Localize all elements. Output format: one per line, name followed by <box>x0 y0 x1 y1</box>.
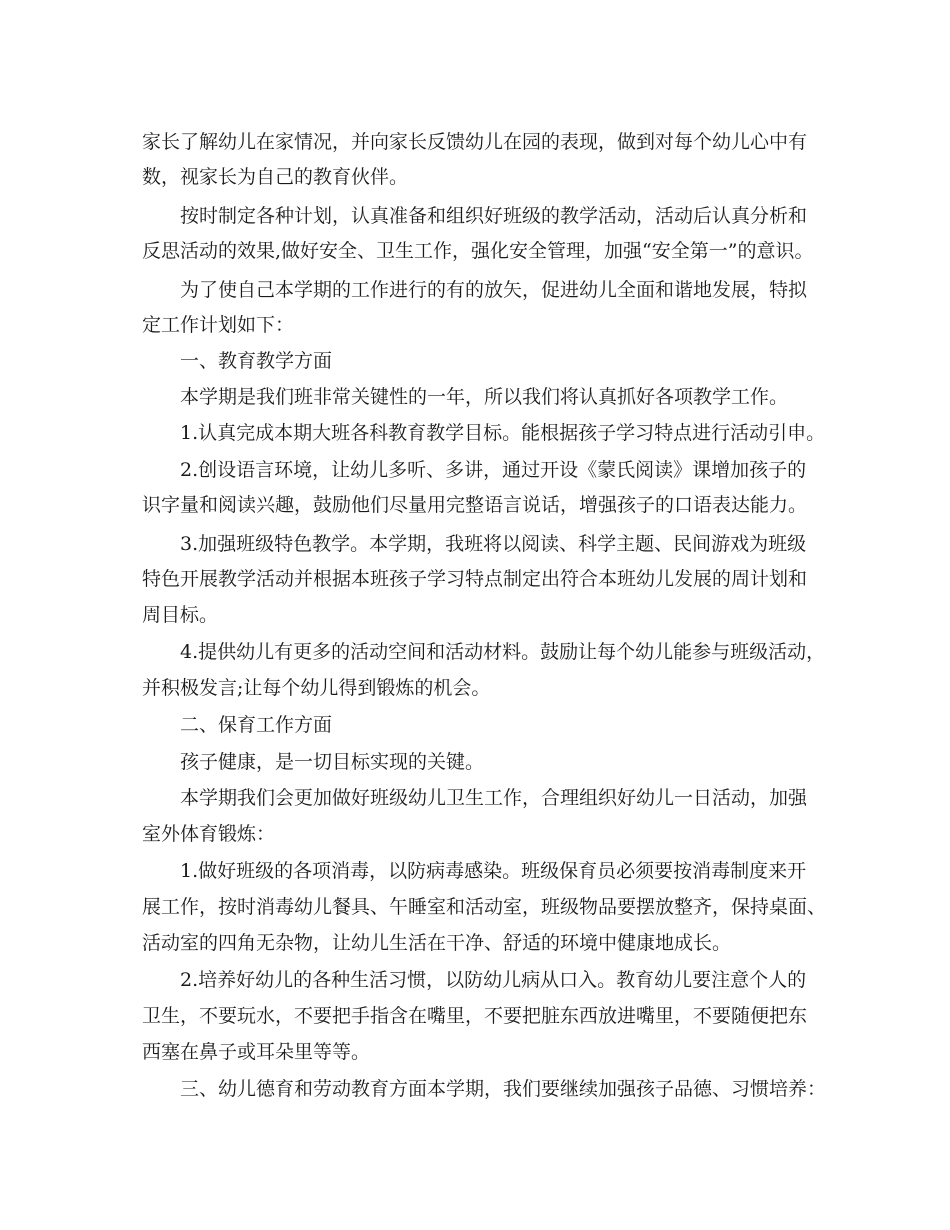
paragraph-line: 反思活动的效果,做好安全、卫生工作，强化安全管理，加强“安全第一”的意识。 <box>142 240 814 262</box>
list-item: 4.提供幼儿有更多的活动空间和活动材料。鼓励让每个幼儿能参与班级活动， <box>180 641 826 663</box>
section-heading: 三、幼儿德育和劳动教育方面本学期，我们要继续加强孩子品德、习惯培养： <box>180 1078 827 1100</box>
paragraph-line: 本学期我们会更加做好班级幼儿卫生工作，合理组织好幼儿一日活动，加强 <box>180 787 808 809</box>
list-item: 2.创设语言环境，让幼儿多听、多讲，通过开设《蒙氏阅读》课增加孩子的 <box>180 459 807 481</box>
paragraph-line: 室外体育锻炼： <box>142 823 276 845</box>
list-item: 3.加强班级特色教学。本学期，我班将以阅读、科学主题、民间游戏为班级 <box>180 533 807 555</box>
paragraph-line: 展工作，按时消毒幼儿餐具、午睡室和活动室，班级物品要摆放整齐，保持桌面、 <box>142 896 827 918</box>
paragraph-line: 周目标。 <box>142 604 219 626</box>
paragraph-line: 为了使自己本学期的工作进行的有的放矢，促进幼儿全面和谐地发展，特拟 <box>180 279 808 301</box>
section-heading: 一、教育教学方面 <box>180 350 333 372</box>
paragraph-line: 西塞在鼻子或耳朵里等等。 <box>142 1041 371 1063</box>
paragraph-line: 家长了解幼儿在家情况，并向家长反馈幼儿在园的表现，做到对每个幼儿心中有 <box>142 131 808 153</box>
list-item: 1.做好班级的各项消毒，以防病毒感染。班级保育员必须要按消毒制度来开 <box>180 860 807 882</box>
paragraph-line: 卫生，不要玩水，不要把手指含在嘴里，不要把脏东西放进嘴里，不要随便把东 <box>142 1005 808 1027</box>
paragraph-line: 活动室的四角无杂物，让幼儿生活在干净、舒适的环境中健康地成长。 <box>142 932 732 954</box>
section-heading: 二、保育工作方面 <box>180 714 333 736</box>
paragraph-line: 本学期是我们班非常关键性的一年，所以我们将认真抓好各项教学工作。 <box>180 386 789 408</box>
list-item: 2.培养好幼儿的各种生活习惯，以防幼儿病从口入。教育幼儿要注意个人的 <box>180 969 807 991</box>
list-item: 1.认真完成本期大班各科教育教学目标。能根据孩子学习特点进行活动引申。 <box>180 422 826 444</box>
paragraph-line: 并积极发言;让每个幼儿得到锻炼的机会。 <box>142 677 491 699</box>
paragraph-line: 数，视家长为自己的教育伙伴。 <box>142 166 409 188</box>
paragraph-line: 孩子健康，是一切目标实现的关键。 <box>180 751 485 773</box>
paragraph-line: 按时制定各种计划，认真准备和组织好班级的教学活动，活动后认真分析和 <box>180 205 808 227</box>
paragraph-line: 特色开展教学活动并根据本班孩子学习特点制定出符合本班幼儿发展的周计划和 <box>142 568 808 590</box>
paragraph-line: 定工作计划如下： <box>142 314 295 336</box>
paragraph-line: 识字量和阅读兴趣，鼓励他们尽量用完整语言说话，增强孩子的口语表达能力。 <box>142 494 808 516</box>
